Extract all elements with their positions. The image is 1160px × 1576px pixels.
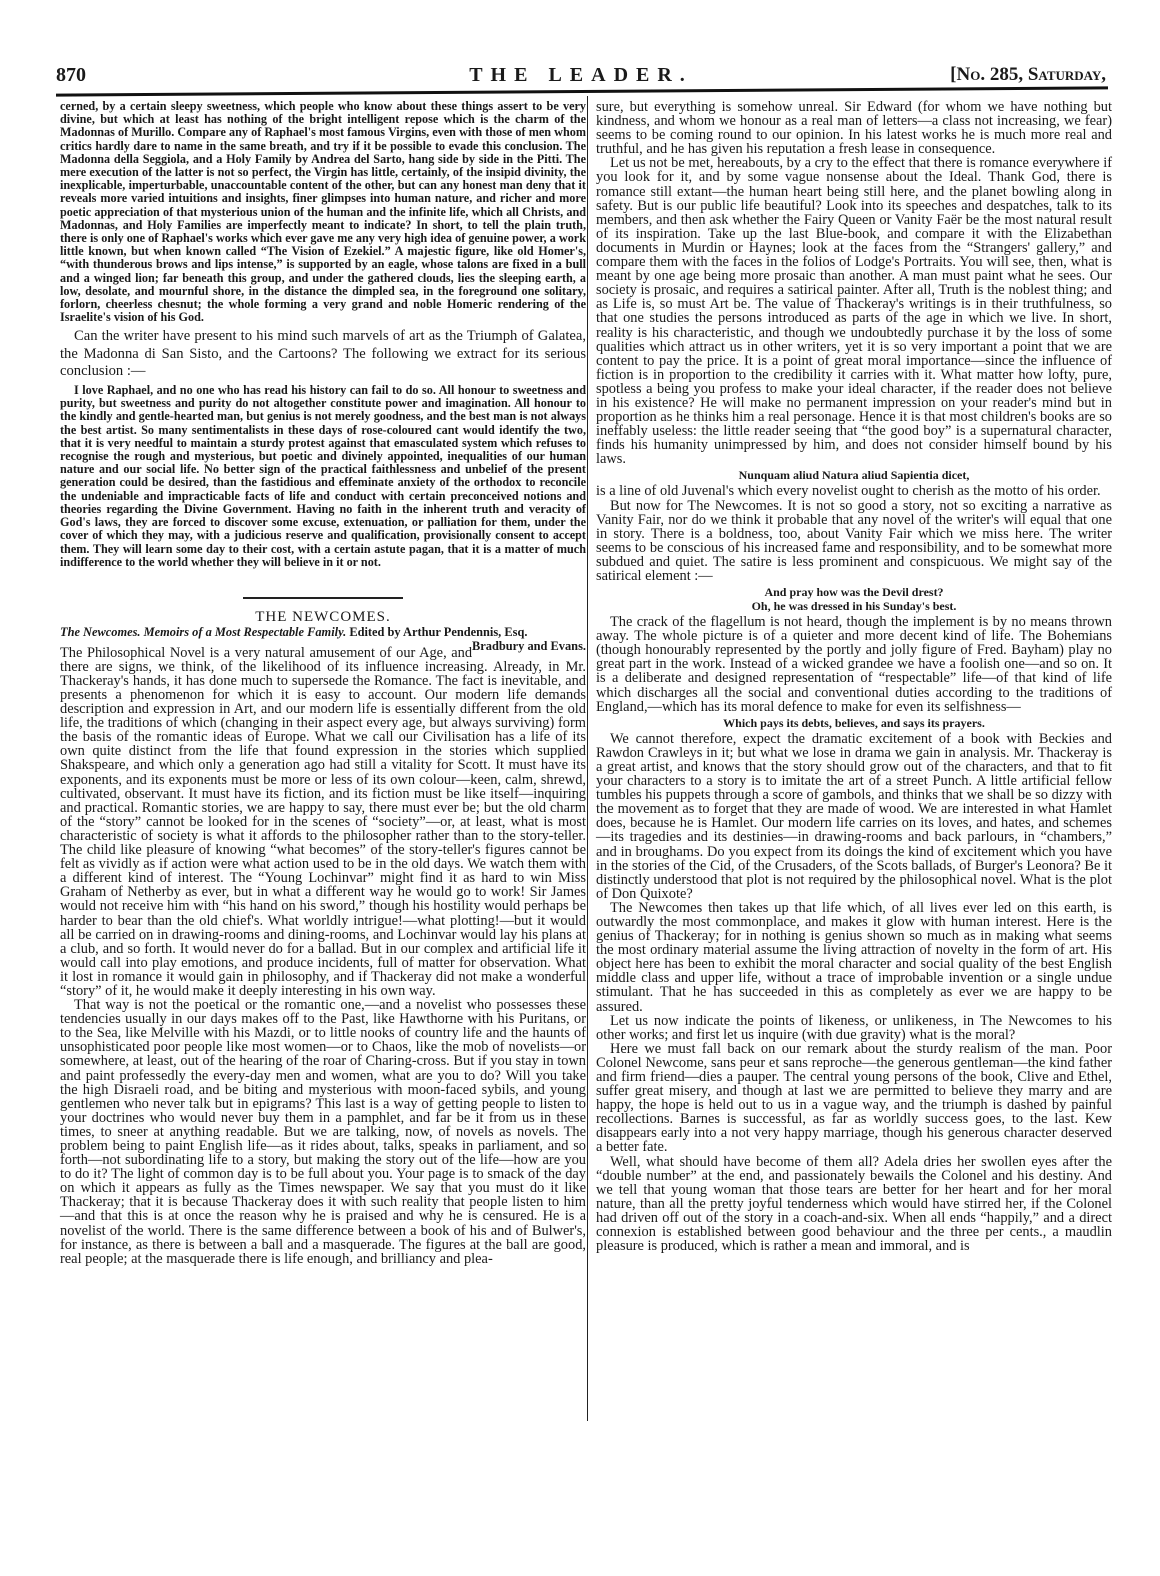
column-divider — [587, 96, 588, 1421]
verse-line: And pray how was the Devil drest? — [764, 585, 944, 600]
review-paragraph: The crack of the flagellum is not heard, though the implement is by no means thrown away. The whole picture is of a quieter and more decent kind of life. The Bohemians (though honourably represented by the portly and jolly figure of Fred. Bayham) play no great part in the work. Instead of a wicked grandee we have a foolish one—and so on. It is a deliberate and designed representation of “respectable” life—of that kind of life which discharges all the social and conventional duties according to the traditions of England,—which has its moral defence to make for even its selfishness— — [596, 614, 1112, 715]
newspaper-title: THE LEADER. — [469, 64, 693, 86]
review-paragraph: Well, what should have become of them all? Adela dries her swollen eyes after the “double number” at the end, and passionately bewails the Colonel and his destiny. And we tell that young woman that those tears are better for her heart and for her moral nature, than all the pretty joyful tenderness which would have stirred her, if the Colonel had driven off out of the story in a coach-and-six. When all ends “happily,” and a direct connexion is established between good behaviour and the three per cents., a maudlin pleasure is produced, which is rather a mean and immoral, and is — [596, 1153, 1112, 1255]
editorial-paragraph: Can the writer have present to his mind such marvels of art as the Triumph of Galatea, the Madonna di San Sisto, and the Cartoons? The following we extract for its serious conclusion :— — [60, 328, 586, 379]
extract-paragraph: I love Raphael, and no one who has read his history can fail to do so. All honour to sweetness and purity, but sweetness and purity do not altogether constitute power and imagination. All honour to the kindly and gentle-hearted man, but genius is not merely goodness, and the best man is not always the best artist. So many sentimentalists in these days of rose-coloured cant would identify the two, that it is very needful to maintain a sturdy protest against that emasculated system which refuses to recognise the rough and mysterious, but poetic and divinely appointed, inequalities of our human nature and our social life. No better sign of the practical faithlessness and unbelief of the present generation could be desired, than the fastidious and effeminate anxiety of the orthodox to reconcile the undeniable and impracticable facts of life and conduct with certain preconceived notions and theories regarding the Divine Government. Having no faith in the inherent truth and veracity of God's laws, they are forced to discover some excuse, extenuation, or palliation for them, under the cover of which they may, with a judicious reserve and qualification, provisionally consent to accept them. They will learn some day to their cost, with a certain astute pagan, that it is a matter of much indifference to the world whether they will believe in it or not. — [60, 383, 586, 569]
review-paragraph: We cannot therefore, expect the dramatic excitement of a book with Beckies and Rawdon Crawleys in it; but what we lose in drama we gain in analysis. Mr. Thackeray is a great artist, and knows that the story should grow out of the characters, and that to fit your characters to a story is to imitate the art of a street Punch. A little artificial fellow tumbles his puppets through a score of gambols, and thinks that we shall be so dizzy with the movement as to forget that they are made of wood. We are interested in what Hamlet does, because he is Hamlet. Our modern life carries on its loves, and hates, and schemes—its tragedies and its destinies—in drawing-rooms and back parlours, in “chambers,” and in broughams. Do you expect from its doings the kind of excitement which you have in the stories of the Cid, of the Crusaders, of the Scots ballads, of Burger's Leonora? Be it distinctly understood that plot is not required by the philosophical novel. What is the plot of Don Quixote? — [596, 730, 1112, 902]
review-paragraph: is a line of old Juvenal's which every novelist ought to cherish as the motto of his order. — [596, 483, 1101, 500]
book-citation — [60, 625, 586, 653]
right-column — [596, 100, 1112, 1253]
review-paragraph: sure, but everything is somehow unreal. Sir Edward (for whom we have nothing but kindness, and whom we honour as a real man of letters—a class not increasing, we fear) seems to be coming round to our opinion. In his latest works he is much more real and truthful, and he has given his reputation a fresh lease in consequence. — [596, 99, 1112, 158]
review-paragraph: Let us now indicate the points of likeness, or unlikeness, in The Newcomes to his other works; and first let us inquire (with due gravity) what is the moral? — [596, 1012, 1112, 1043]
masthead — [56, 62, 1106, 90]
verse-line: Oh, he was dressed in his Sunday's best. — [751, 599, 957, 614]
review-paragraph: The Newcomes then takes up that life which, of all lives ever led on this earth, is outwardly the most commonplace, and makes it glow with human interest. Here is the genius of Thackeray; for in nothing is genius shown so much as in making what seems the most ordinary material assume the living attraction of novelty in the form of art. His object here has been to exhibit the moral character and social quality of the best English middle class and upper life, without a trace of improbable invention or a single undue stimulant. That he has succeeded in this as completely as ever we are happy to be assured. — [596, 899, 1112, 1015]
review-paragraph: Let us not be met, hereabouts, by a cry to the effect that there is romance everywhere if you look for it, and by some vague nonsense about the Ideal. Thank God, there is romance still extant—the human heart being still here, and the planet bowling along in safety. But is our public life beautiful? Look into its speeches and despatches, talk to its members, and then ask whether the Fairy Queen or Vanity Faër be the most natural result of its inspiration. Take up the last Blue-book, and compare it with the Elizabethan documents in Murdin or Haynes; look at the faces from the “Strangers' gallery,” and compare them with the faces in the folios of Lodge's Portraits. You will see, then, what is meant by one age being more prosaic than another. A man must paint what he sees. Our society is prosaic, and requires a satirical painter. After all, Truth is the noblest thing; and as Life is, so must Art be. The value of Thackeray's writings is in their truthfulness, so that one studies the persons introduced as parts of the age in which we live. In short, reality is his characteristic, and though we undoubtedly purchase it by the loss of some qualities which attract us in other writers, yet it is so very important a point that we are content to pay the price. It is a point of great moral importance—since the influence of fiction is in proportion to the credibility it carries with it. What matter how lofty, pure, spotless a being you profess to make your ideal character, if the reader does not believe in his existence? He will make no permanent impression on your reader's mind but in proportion as he thinks him a real personage. Hence it is that most children's books are so ineffably useless: the little reader seeing that “the good boy” is a supernatural character, finds his humanity unimpressed by him, and does not consider himself bound by his laws. — [596, 155, 1112, 468]
continuation-paragraph: cerned, by a certain sleepy sweetness, which people who know about these things assert to be very divine, but which at least has nothing of the bright intelligent repose which is the charm of the Madonnas of Murillo. Compare any of Raphael's most famous Virgins, even with those of men whom critics hardly dare to name in the same breath, and try if it be possible to evade this conclusion. The Madonna della Seggiola, and a Holy Family by Andrea del Sarto, hang side by side in the Pitti. The mere execution of the latter is not so perfect, the Virgin has little, certainly, of the insipid divinity, the inexplicable, imperturbable, unaccountable content of the other, but can any honest man deny that it reveals more varied intuitions and insights, finer glimpses into human nature, and richer and more poetic appreciation of that mysterious union of the human and the infinite life, which all Christs, and Madonnas, and Holy Families are imperfectly meant to indicate? In short, to tell the plain truth, there is only one of Raphael's works which ever gave me any very high idea of genuine power, a work little known, but when known called “The Vision of Ezekiel.” A majestic figure, like old Homer's, “with thunderous brows and lips intense,” is supported by an eagle, whose talons are fixed in a bull and a winged lion; far beneath this group, and under the gathered clouds, lies the sleeping earth, a low, desolate, and mournful shore, in the distance the dimpled sea, in the foreground one solitary, forlorn, cheerless chesnut; the whole forming a very grand and noble Homeric rendering of the Israelite's vision of his God. — [60, 99, 586, 325]
review-paragraph: But now for The Newcomes. It is not so good a story, not so exciting a narrative as Vanity Fair, nor do we think it probable that any novel of the writer's will equal that one in story. There is a boldness, too, about Vanity Fair which we miss here. The writer seems to be conscious of his increased fame and responsibility, and to be somewhat more subdued and quiet. The satire is less prominent and conspicuous. We might say of the satirical element :— — [596, 497, 1112, 584]
latin-quote: Nunquam aliud Natura aliud Sapientia dicet, — [738, 468, 970, 483]
book-publisher: Bradbury and Evans. — [472, 638, 586, 653]
book-editor: Edited by Arthur Pendennis, Esq. — [349, 625, 528, 640]
page-number: 870 — [56, 64, 86, 86]
review-paragraph: The Philosophical Novel is a very natural amusement of our Age, and there are signs, we think, of the likelihood of its influence increasing. Already, in Mr. Thackeray's hands, it has done much to supersede the Romance. The fact is inevitable, and presents a phenomenon for which it is easy to account. Our modern life demands description and expression in Art, and our modern life is essentially different from the old life, the traditions of which (changing in their aspect every age, but always surviving) form the basis of the romantic ideas of Europe. What we call our Civilisation has a life of its own quite distinct from the life that found expression in the stories which supplied Shakspeare, and which only a generation ago had still a vitality for Scott. It must have its exponents, and its exponents must be more or less of its own colour—keen, calm, shrewd, cultivated, observant. It must have its fiction, and its fiction must be like itself—inquiring and practical. Romantic stories, we are happy to say, there must ever be; but the old charm of the “story” cannot be looked for in the scenes of “society”—or, at least, what is most characteristic of society is what it affords to the philosopher rather than to the story-teller. The child like pleasure of knowing “what becomes” of the story-teller's figures cannot be felt as vividly as if action were what action used to be in the old days. We watch them with a different kind of interest. The “Young Lochinvar” might find it as hard to win Miss Graham of Netherby as ever, but in what a different way he would go to work! Sir James would not receive him with “his hand on his sword,” though his hostility would perhaps be harder to bear than the old chief's. What worldly intrigue!—what plotting!—but it would all be carried on in drawing-rooms and dining-rooms, and Lochinvar would lay his plans at a club, and so forth. It would never do for a ballad. But in our complex and artificial life it would call into play emotions, and produce incidents, full of matter for observation. What it lost in romance it would gain in philosophy, and if Thackeray did not make a wonderful “story” of it, he would make it deeply interesting in his own way. — [60, 644, 586, 999]
review-paragraph: Here we must fall back on our remark about the sturdy realism of the man. Poor Colonel Newcome, sans peur et sans reproche—the generous gentleman—the kind father and firm friend—dies a pauper. The central young persons of the book, Clive and Ethel, suffer great misery, and though at last we are permitted to believe they marry and are happy, the hope is held out to us in a vague way, and the triumph is dashed by painful recollections. Barnes is successful, as far as worldly success goes, to the last. Kew disappears early into a not very happy marriage, though his generous character deserved a better fate. — [596, 1040, 1112, 1156]
section-divider — [243, 597, 403, 599]
left-column — [60, 100, 586, 1266]
section-title: THE NEWCOMES. — [255, 608, 391, 625]
issue-label: [No. 285, Saturday, — [950, 64, 1106, 85]
book-title: The Newcomes. Memoirs of a Most Respectable Family. — [60, 625, 347, 640]
prayer-line: Which pays its debts, believes, and says its prayers. — [723, 715, 985, 730]
review-paragraph: That way is not the poetical or the romantic one,—and a novelist who possesses these tendencies usually in our days makes off to the Past, like Hawthorne with his Puritans, or to the Sea, like Melville with his Mazdi, or to little nooks of country life and the haunts of unsophisticated poor people like most women—or to Chaos, like the mob of novelists—or somewhere, at least, out of the hearing of the roar of Charing-cross. But if you stay in town and paint professedly the every-day men and women, what are you to do? Will you take the high Disraeli road, and be biting and mysterious with moon-faced sybils, and young gentlemen who never talk but in epigrams? This last is a way of getting people to listen to your doctrines who would never buy them in a pamphlet, and far be it from us in these times, to sneer at anything readable. But we are talking, now, of novels as novels. The problem being to paint English life—as it rides about, talks, speaks in parliament, and so forth—not subordinating life to a story, but making the story out of the life—how are you to do it? The light of common day is to be full about you. Your page is to smack of the day on which it appears as fully as the Times newspaper. We say that you must do it like Thackeray; that it is because Thackeray does it with such reality that people listen to him—and that this is at once the reason why he is praised and why he is censured. He is a novelist of the world. There is the same difference between a book of his and of Bulwer's, for instance, as there is between a ball and a masquerade. The figures at the ball are good, real people; at the masquerade there is life enough, and brilliancy and plea- — [60, 997, 586, 1267]
